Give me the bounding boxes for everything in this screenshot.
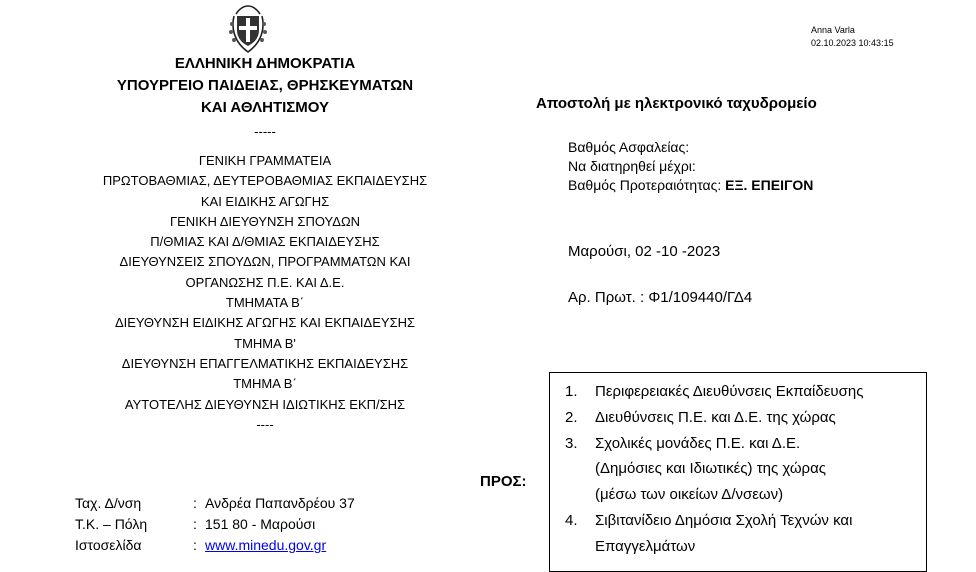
department-line: Π/ΘΜΙΑΣ ΚΑΙ Δ/ΘΜΙΑΣ ΕΚΠΑΙΔΕΥΣΗΣ [150, 234, 380, 250]
department-line: ΤΜΗΜΑ Β΄ [233, 376, 297, 392]
signature-name: Anna Varla [811, 25, 855, 35]
delivery-method: Αποστολή με ηλεκτρονικό ταχυδρομείο [536, 95, 817, 112]
website-row: Ιστοσελίδα : www.minedu.gov.gr [75, 535, 355, 556]
list-item: 4. Σιβιτανίδειο Δημόσια Σχολή Τεχνών και [565, 511, 853, 529]
protocol-number: Αρ. Πρωτ. : Φ1/109440/ΓΔ4 [568, 289, 753, 306]
list-item: Επαγγελμάτων [595, 537, 696, 555]
coat-of-arms-icon [226, 2, 270, 54]
address-row: Ταχ. Δ/νση : Ανδρέα Παπανδρέου 37 [75, 493, 355, 514]
list-item: (Δημόσιες και Ιδιωτικές) της χώρας [595, 460, 826, 478]
department-line: ΤΜΗΜΑΤΑ Β΄ [225, 295, 305, 311]
document-date: Μαρούσι, 02 -10 -2023 [568, 243, 721, 260]
department-list [48, 151, 482, 435]
priority-value: ΕΞ. ΕΠΕΙΓΟΝ [725, 177, 814, 193]
classification-block [568, 138, 813, 195]
sender-header [60, 53, 470, 119]
republic-title: ΕΛΛΗΝΙΚΗ ΔΗΜΟΚΡΑΤΙΑ [174, 55, 356, 72]
ministry-line-2: ΚΑΙ ΑΘΛΗΤΙΣΜΟΥ [200, 99, 330, 116]
postal-code-row: Τ.Κ. – Πόλη : 151 80 - Μαρούσι [75, 514, 355, 535]
contact-block [75, 493, 355, 556]
address-label: Ταχ. Δ/νση [75, 495, 142, 511]
list-item: (μέσω των οικείων Δ/νσεων) [595, 486, 784, 504]
department-line: ΔΙΕΥΘΥΝΣΗ ΕΠΑΓΓΕΛΜΑΤΙΚΗΣ ΕΚΠΑΙΔΕΥΣΗΣ [121, 355, 409, 371]
recipients-box [549, 372, 927, 572]
department-line: ΑΥΤΟΤΕΛΗΣ ΔΙΕΥΘΥΝΣΗ ΙΔΙΩΤΙΚΗΣ ΕΚΠ/ΣΗΣ [124, 396, 406, 412]
website-label: Ιστοσελίδα [75, 537, 142, 553]
list-item: 1. Περιφερειακές Διευθύνσεις Εκπαίδευσης [565, 383, 864, 400]
list-item: 3. Σχολικές μονάδες Π.Ε. και Δ.Ε. [565, 434, 801, 452]
department-line: ΔΙΕΥΘΥΝΣΗ ΕΙΔΙΚΗΣ ΑΓΩΓΗΣ ΚΑΙ ΕΚΠΑΙΔΕΥΣΗΣ [114, 315, 416, 331]
security-level-label: Βαθμός Ασφαλείας: [568, 139, 690, 155]
department-line: ΔΙΕΥΘΥΝΣΕΙΣ ΣΠΟΥΔΩΝ, ΠΡΟΓΡΑΜΜΑΤΩΝ ΚΑΙ [119, 254, 411, 270]
department-line: ΓΕΝΙΚΗ ΔΙΕΥΘΥΝΣΗ ΣΠΟΥΔΩΝ [169, 213, 361, 229]
priority-label: Βαθμός Προτεραιότητας: [568, 177, 722, 193]
signature-timestamp: 02.10.2023 10:43:15 [811, 38, 894, 48]
address-value: Ανδρέα Παπανδρέου 37 [205, 495, 355, 511]
retention-label: Να διατηρηθεί μέχρι: [568, 158, 696, 174]
priority-row [568, 176, 813, 195]
digital-signature [811, 24, 894, 50]
department-line: ΟΡΓΑΝΩΣΗΣ Π.Ε. ΚΑΙ Δ.Ε. [185, 274, 345, 290]
department-line: ΤΜΗΜΑ Β' [234, 335, 296, 351]
department-line: ΓΕΝΙΚΗ ΓΡΑΜΜΑΤΕΙΑ [198, 153, 332, 168]
postal-code-label: Τ.Κ. – Πόλη [75, 516, 148, 532]
postal-code-value: 151 80 - Μαρούσι [205, 516, 316, 532]
separator-bottom: ---- [256, 416, 274, 432]
separator-top: ----- [254, 124, 276, 139]
recipients-list [550, 379, 926, 560]
ministry-line-1: ΥΠΟΥΡΓΕΙΟ ΠΑΙΔΕΙΑΣ, ΘΡΗΣΚΕΥΜΑΤΩΝ [116, 77, 414, 94]
department-line: ΚΑΙ ΕΙΔΙΚΗΣ ΑΓΩΓΗΣ [200, 193, 330, 209]
website-link[interactable]: www.minedu.gov.gr [205, 537, 327, 553]
department-line: ΠΡΩΤΟΒΑΘΜΙΑΣ, ΔΕΥΤΕΡΟΒΑΘΜΙΑΣ ΕΚΠΑΙΔΕΥΣΗΣ [102, 173, 428, 189]
list-item: 2. Διευθύνσεις Π.Ε. και Δ.Ε. της χώρας [565, 408, 836, 426]
to-label: ΠΡΟΣ: [480, 473, 527, 490]
